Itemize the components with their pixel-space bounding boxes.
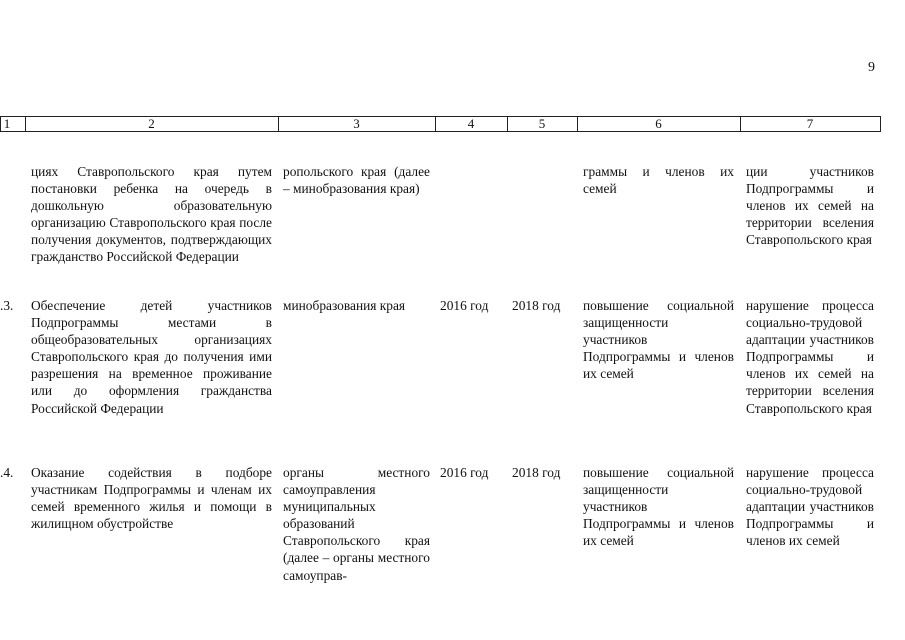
activity-cell: циях Ставропольского края путем постановки ребенка на очередь в дошкольную образовательную организацию Ставропольского края после получения документов, подтверждающих гражданство Российской Федерации: [31, 164, 272, 265]
end-date-cell: 2018 год: [512, 465, 561, 480]
start-date-cell: 2016 год: [440, 465, 489, 480]
result-cell: граммы и членов их семей: [583, 164, 734, 197]
header-col-5: 5: [538, 116, 546, 131]
executor-cell: минобразования края: [283, 298, 406, 313]
consequence-cell: ции участников Подпрограммы и членов их семей на территории вселения Ставропольского края: [746, 164, 874, 248]
result-cell: повышение социальной защищенности участников Подпрограммы и членов их семей: [583, 298, 734, 382]
header-col-4: 4: [467, 116, 475, 131]
header-col-3: 3: [353, 116, 360, 131]
consequence-cell: нарушение процесса социально-трудовой адаптации участников Подпрограммы и членов их семей: [746, 465, 874, 549]
header-col-6: 6: [655, 116, 662, 131]
executor-cell: ропольского края (далее – минобразования края): [283, 164, 430, 197]
header-col-7: 7: [806, 116, 814, 131]
header-col-1: 1: [3, 116, 11, 131]
consequence-cell: нарушение процесса социально-трудовой адаптации участников Подпрограммы и членов их семей на территории вселения Ставропольского края: [746, 298, 874, 416]
executor-cell: органы местного самоуправления муниципальных образований Ставропольского края (далее – органы местного самоуправ-: [283, 465, 430, 583]
activity-cell: Обеспечение детей участников Подпрограммы местами в общеобразовательных организациях Ставропольского края до получения ими разрешения на временное проживание или до оформления гражданства Российской Федерации: [31, 298, 272, 416]
activity-cell: Оказание содействия в подборе участникам Подпрограммы и членам их семей временного жилья и помощи в жилищном обустройстве: [31, 465, 272, 532]
header-col-2: 2: [148, 116, 155, 131]
row-number: .4.: [0, 465, 14, 480]
header-bottom-border: [0, 131, 881, 132]
row-number: .3.: [0, 298, 14, 313]
result-cell: повышение социальной защищенности участников Подпрограммы и членов их семей: [583, 465, 734, 549]
page-number: 9: [868, 60, 875, 75]
header-divider: [880, 116, 881, 131]
start-date-cell: 2016 год: [440, 298, 489, 313]
end-date-cell: 2018 год: [512, 298, 561, 313]
